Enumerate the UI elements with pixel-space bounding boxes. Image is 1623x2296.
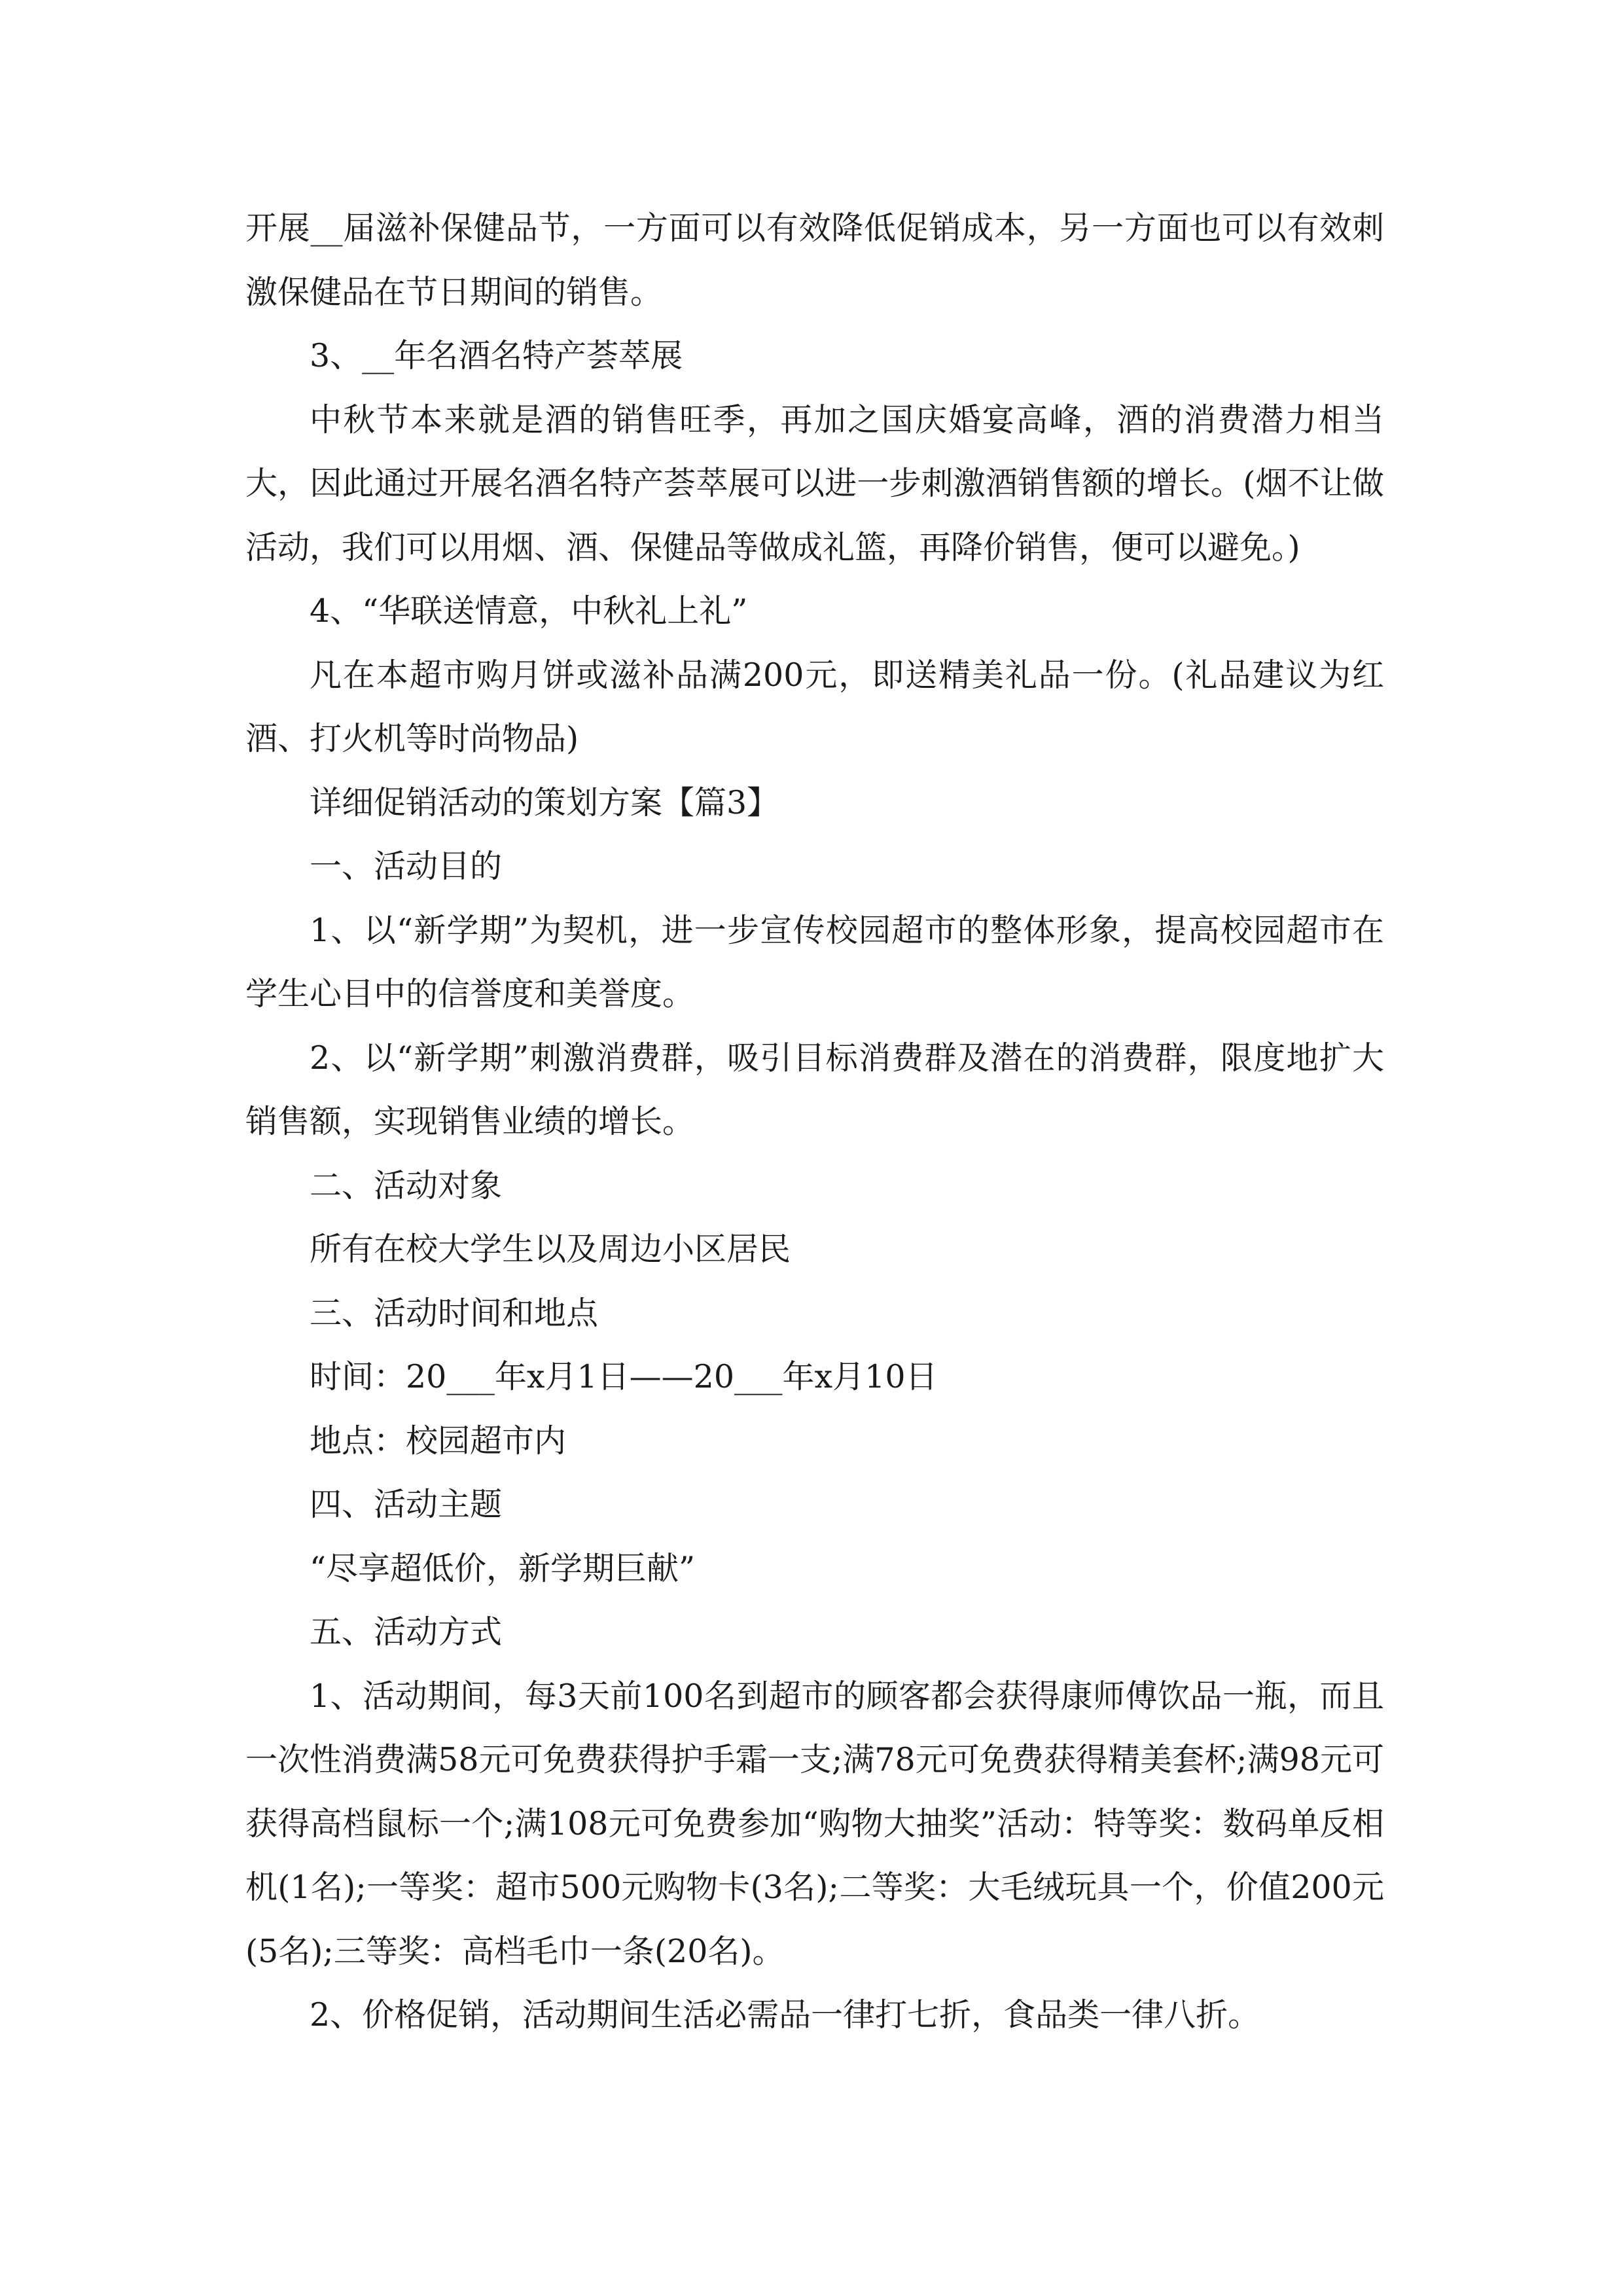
paragraph-theme: “尽享超低价，新学期巨献”: [310, 1549, 696, 1587]
paragraph-17: 1、活动期间，每3天前100名到超市的顾客都会获得康师傅饮品一瓶，而且一次性消费满58元可免费获得护手霜一支;满78元可免费获得精美套杯;满98元可获得高档鼠标一个;满108元可免费参加“购物大抽奖”活动：特等奖：数码单反相机(1名);一等奖：超市500元购物卡(3名);二等奖：大毛绒玩具一个，价值200元(5名);三等奖：高档毛巾一条(20名)。: [245, 1677, 1384, 1970]
heading-activity-purpose: 一、活动目的: [310, 848, 503, 885]
paragraph-2: 中秋节本来就是酒的销售旺季，再加之国庆婚宴高峰，酒的消费潜力相当大，因此通过开展名酒名特产荟萃展可以进一步刺激酒销售额的增长。(烟不让做活动，我们可以用烟、酒、保健品等做成礼篮，再降价销售，便可以避免。): [245, 401, 1384, 566]
paragraph-4: 凡在本超市购月饼或滋补品满200元，即送精美礼品一份。(礼品建议为红酒、打火机等时尚物品): [245, 656, 1384, 757]
paragraph-7: 1、以“新学期”为契机，进一步宣传校园超市的整体形象，提高校园超市在学生心目中的信誉度和美誉度。: [245, 911, 1384, 1013]
paragraph-place: 地点：校园超市内: [310, 1422, 567, 1460]
heading-activity-theme: 四、活动主题: [310, 1486, 503, 1523]
paragraph-18: 2、价格促销，活动期间生活必需品一律打七折，食品类一律八折。: [310, 1996, 1260, 2034]
paragraph-time: 时间：20___年x月1日——20___年x月10日: [310, 1358, 938, 1395]
paragraph-1: 3、__年名酒名特产荟萃展: [310, 337, 683, 374]
heading-activity-method: 五、活动方式: [310, 1613, 503, 1651]
paragraph-10: 所有在校大学生以及周边小区居民: [310, 1230, 791, 1268]
paragraph-8: 2、以“新学期”刺激消费群，吸引目标消费群及潜在的消费群，限度地扩大销售额，实现销售业绩的增长。: [245, 1039, 1384, 1140]
heading-activity-target: 二、活动对象: [310, 1166, 503, 1204]
paragraph-0: 开展__届滋补保健品节，一方面可以有效降低促销成本，另一方面也可以有效刺激保健品在节日期间的销售。: [245, 209, 1384, 311]
document-body: [245, 196, 1384, 2047]
heading-time-place: 三、活动时间和地点: [310, 1294, 599, 1332]
paragraph-3: 4、“华联送情意，中秋礼上礼”: [310, 592, 748, 630]
section-heading-part3: 详细促销活动的策划方案【篇3】: [310, 783, 779, 821]
